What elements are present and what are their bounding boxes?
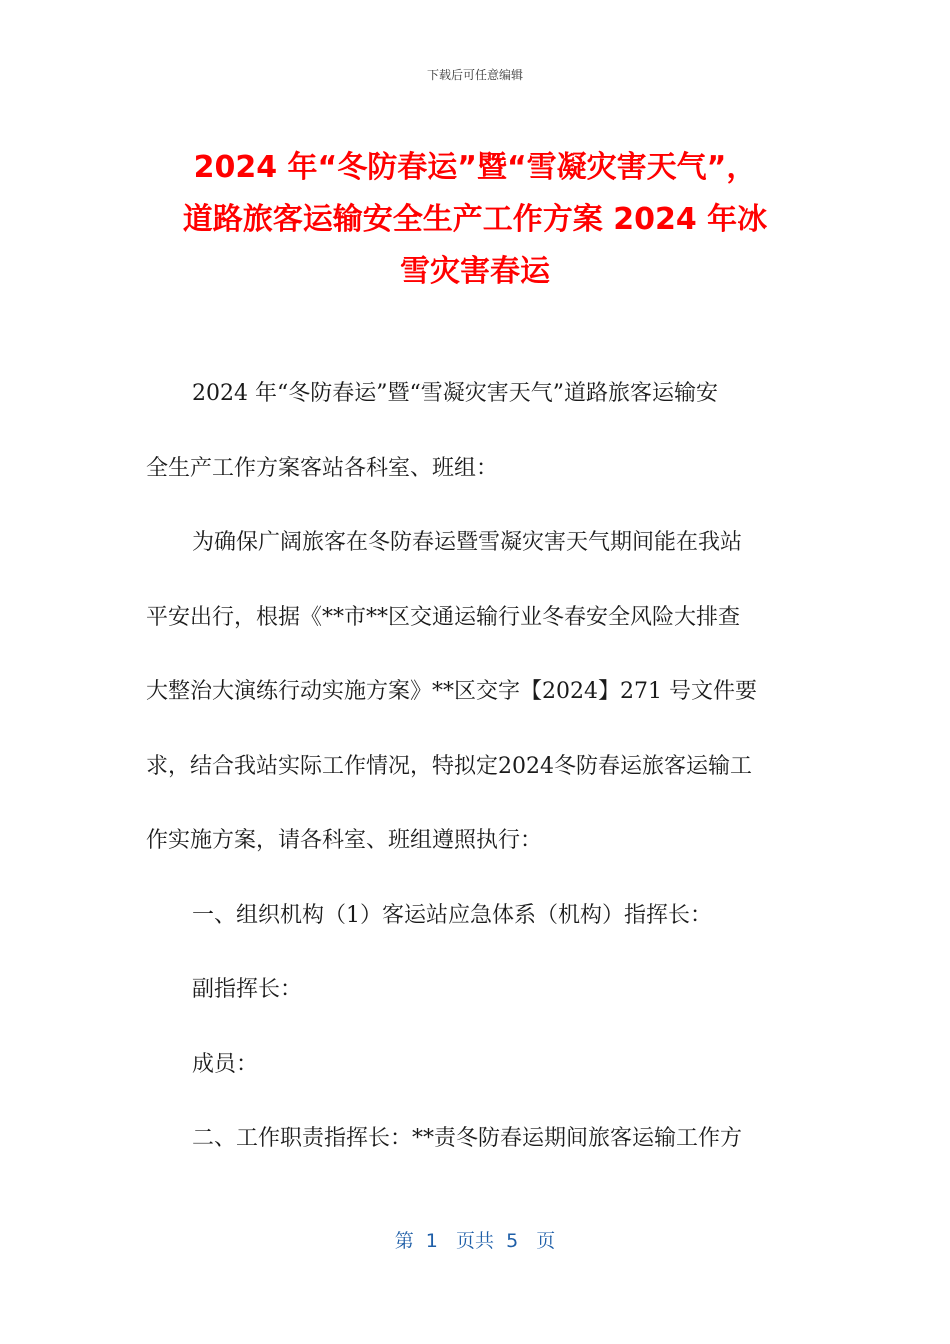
body-line-1: 2024 年“冬防春运”暨“雪凝灾害天气”道路旅客运输安 bbox=[192, 381, 718, 406]
body-line-11: 二、工作职责指挥长：**责冬防春运期间旅客运输工作方 bbox=[192, 1126, 743, 1151]
body-line-4: 平安出行，根据《**市**区交通运输行业冬春安全风险大排查 bbox=[146, 604, 741, 630]
title-line-1: 2024 年“冬防春运”暨“雪凝灾害天气”， bbox=[193, 150, 757, 185]
body-line-3: 为确保广阔旅客在冬防春运暨雪凝灾害天气期间能在我站 bbox=[192, 530, 743, 555]
body-line-5: 大整治大演练行动实施方案》**区交字【2024】271 号文件要 bbox=[146, 679, 757, 704]
title-line-3: 雪灾害春运 bbox=[400, 254, 550, 289]
page-header-note: 下载后可任意编辑 bbox=[426, 68, 523, 82]
body-line-8: 一、组织机构（1）客运站应急体系（机构）指挥长： bbox=[192, 902, 712, 928]
body-line-2: 全生产工作方案客站各科室、班组： bbox=[146, 455, 499, 481]
document-title bbox=[60, 142, 890, 298]
body-line-6: 求，结合我站实际工作情况，特拟定2024冬防春运旅客运输工 bbox=[146, 753, 752, 779]
title-line-2: 道路旅客运输安全生产工作方案 2024 年冰 bbox=[182, 202, 768, 237]
body-line-9: 副指挥长： bbox=[192, 977, 303, 1002]
document-body bbox=[146, 370, 806, 1190]
body-line-7: 作实施方案，请各科室、班组遵照执行： bbox=[146, 828, 543, 853]
page-number-footer: 第 1 页共 5 页 bbox=[394, 1230, 556, 1252]
body-line-10: 成员： bbox=[192, 1051, 259, 1077]
